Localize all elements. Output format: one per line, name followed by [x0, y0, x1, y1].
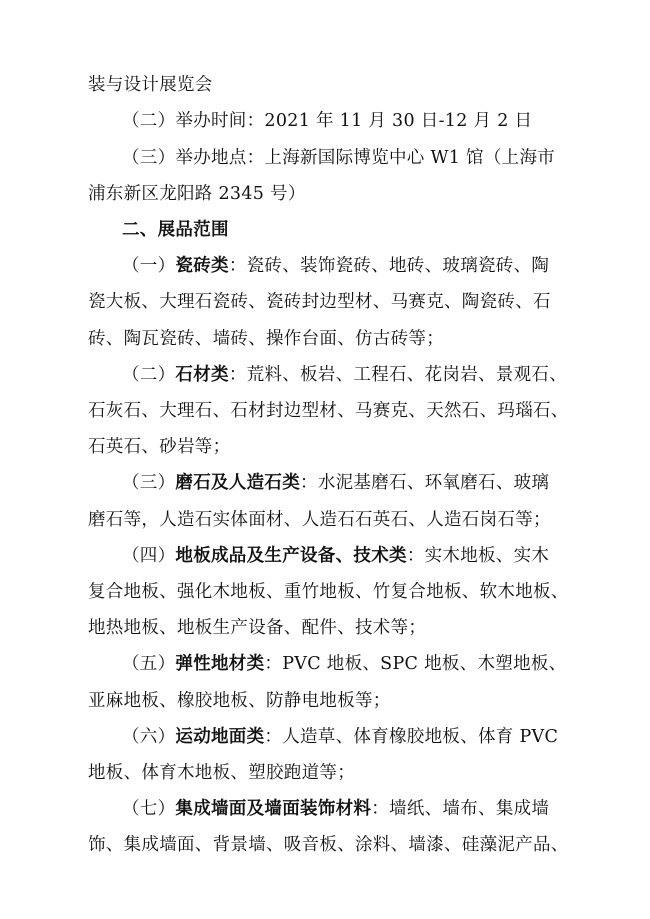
text-line	[88, 580, 569, 604]
text-line	[122, 725, 558, 749]
bold-term: 运动地面类	[175, 727, 265, 747]
text-line	[88, 761, 355, 785]
text-run: （七）	[122, 799, 176, 819]
text-run: 磨石等，人造石实体面材、人造石石英石、人造石岗石等；	[88, 510, 551, 530]
text-run: ：PVC 地板、SPC 地板、木塑地板、	[264, 654, 567, 674]
text-run: ：水泥基磨石、环氧磨石、玻璃	[300, 473, 550, 493]
text-run: 亚麻地板、橡胶地板、防静电地板等；	[88, 691, 391, 711]
text-run: （五）	[122, 654, 176, 674]
bold-term: 二、展品范围	[122, 220, 229, 240]
text-line	[88, 435, 230, 459]
bold-term: 地板成品及生产设备、技术类	[175, 546, 407, 566]
text-line	[122, 652, 567, 676]
section-heading	[122, 218, 229, 242]
text-run: 石灰石、大理石、石材封边型材、马赛克、天然石、玛瑙石、	[88, 401, 569, 421]
text-run: （三）	[122, 473, 176, 493]
bold-term: 弹性地材类	[175, 654, 265, 674]
text-run: 石英石、砂岩等；	[88, 437, 231, 457]
text-line	[88, 508, 551, 532]
text-run: （二）	[122, 365, 176, 385]
text-line	[88, 399, 569, 423]
text-run: ：荒料、板岩、工程石、花岗岩、景观石、	[228, 365, 568, 385]
bold-term: 瓷砖类	[175, 256, 229, 276]
bold-term: 磨石及人造石类	[175, 473, 301, 493]
bold-term: 集成墙面及墙面装饰材料	[175, 799, 372, 819]
text-run: （二）举办时间：2021 年 11 月 30 日-12 月 2 日	[122, 111, 533, 131]
text-run: ：墙纸、墙布、集成墙	[371, 799, 550, 819]
text-run: 地板、体育木地板、塑胶跑道等；	[88, 763, 355, 783]
text-line	[88, 73, 213, 97]
text-run: （一）	[122, 256, 176, 276]
text-line	[122, 146, 555, 170]
text-line	[122, 363, 567, 387]
text-line	[88, 290, 551, 314]
text-run: ：人造草、体育橡胶地板、体育 PVC	[264, 727, 559, 747]
text-line	[88, 616, 426, 640]
text-line	[88, 327, 444, 351]
text-line	[88, 833, 569, 857]
text-line	[122, 471, 549, 495]
text-run: 浦东新区龙阳路 2345 号）	[88, 184, 306, 204]
text-run: 装与设计展览会	[88, 75, 213, 95]
text-line	[88, 689, 391, 713]
text-run: （四）	[122, 546, 176, 566]
text-run: 砖、陶瓦瓷砖、墙砖、操作台面、仿古砖等；	[88, 329, 444, 349]
text-line	[88, 182, 306, 206]
text-run: （六）	[122, 727, 176, 747]
text-run: （三）举办地点：上海新国际博览中心 W1 馆（上海市	[122, 148, 556, 168]
text-run: 饰、集成墙面、背景墙、吸音板、涂料、墙漆、硅藻泥产品、	[88, 835, 569, 855]
bold-term: 石材类	[175, 365, 229, 385]
text-run: 地热地板、地板生产设备、配件、技术等；	[88, 618, 427, 638]
text-line	[122, 797, 549, 821]
text-line	[122, 109, 532, 133]
text-run: 瓷大板、大理石瓷砖、瓷砖封边型材、马赛克、陶瓷砖、石	[88, 292, 551, 312]
text-run: ：实木地板、实木	[406, 546, 550, 566]
text-line	[122, 254, 549, 278]
text-line	[122, 544, 549, 568]
text-run: 复合地板、强化木地板、重竹地板、竹复合地板、软木地板、	[88, 582, 569, 602]
text-run: ：瓷砖、装饰瓷砖、地砖、玻璃瓷砖、陶	[228, 256, 550, 276]
